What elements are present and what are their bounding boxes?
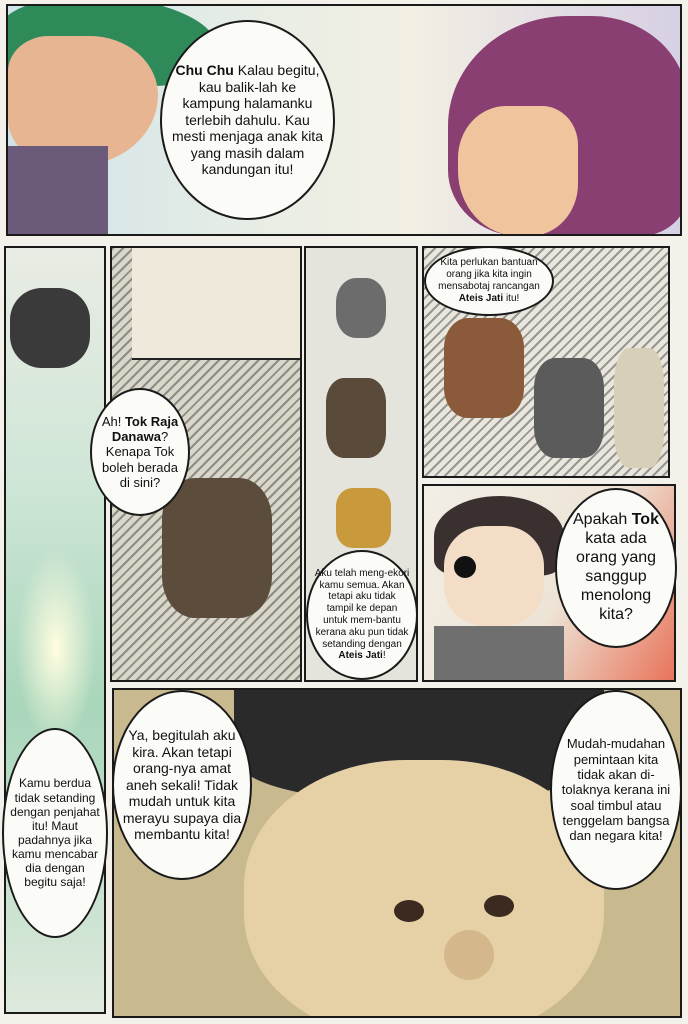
group-figures: [162, 478, 272, 618]
eye-left-icon: [394, 900, 424, 922]
bubble-end: !: [382, 650, 386, 662]
eyepatch-icon: [454, 556, 476, 578]
speaker-name: Tok Raja Danawa: [111, 413, 179, 444]
speech-bubble-chu-chu: [160, 20, 335, 220]
bubble-text: Ya, begitulah aku kira. Akan tetapi orang-nya amat aneh sekali! Tidak mudah untuk kita merayu supaya dia membantu kita!: [122, 727, 242, 843]
speech-bubble-eyepatch: [555, 488, 677, 648]
eyepatch-woman: [434, 496, 564, 682]
walker-2: [326, 378, 386, 458]
speech-bubble-fight: [424, 246, 554, 316]
fighter-right: [614, 348, 664, 468]
bubble-end: itu!: [505, 292, 520, 304]
bubble-text: Kita perlukan bantuan orang jika kita ingin mensabotaj rancangan: [438, 257, 540, 292]
bubble-pre: Apakah: [573, 511, 628, 529]
bubble-pre: Ah!: [101, 413, 122, 429]
overhead-figure: [132, 248, 302, 360]
speaker-name: Tok: [631, 511, 659, 529]
fighter-left: [444, 318, 524, 418]
bubble-text: Kalau begitu, kau balik-lah ke kampung halamanku terlebih dahulu. Kau mesti menjaga anak kita yang masih dalam kandungan itu!: [172, 62, 323, 178]
walker-1: [336, 278, 386, 338]
panel-top-couple: [6, 4, 682, 236]
speech-bubble-tok-raja: [90, 388, 190, 516]
speech-bubble-left: [2, 728, 108, 938]
bubble-text: Mudah-mudahan pemintaan kita tidak akan di-tolaknya kerana ini soal timbul atau tenggelam bangsa dan negara kita!: [561, 736, 671, 844]
bubble-text: ? Kenapa Tok boleh berada di sini?: [102, 429, 178, 490]
light-burst: [16, 548, 96, 748]
woman-face: [438, 16, 682, 236]
fighter-center: [534, 358, 604, 458]
speaker-name: Ateis Jati: [458, 292, 504, 304]
speech-bubble-walkers: [306, 550, 418, 680]
speech-bubble-bottom-left: [112, 690, 252, 880]
speech-bubble-bottom-right: [550, 690, 682, 890]
walker-3: [336, 488, 391, 548]
nose-icon: [444, 930, 494, 980]
bubble-text: Kamu berdua tidak setanding dengan penjahat itu! Maut padahnya jika kamu mencabar dia dengan begitu saja!: [10, 776, 100, 890]
speaker-name: Chu Chu: [175, 62, 234, 79]
speaker-name: Ateis Jati: [338, 650, 383, 662]
eye-right-icon: [484, 895, 514, 917]
bubble-text: kata ada orang yang sanggup menolong kita?: [575, 530, 657, 623]
bubble-text: Aku telah meng-ekori kamu semua. Akan tetapi aku tidak tampil ke depan untuk mem-bantu kerana aku pun tidak setanding dengan: [314, 567, 410, 650]
falling-figure: [10, 288, 90, 368]
